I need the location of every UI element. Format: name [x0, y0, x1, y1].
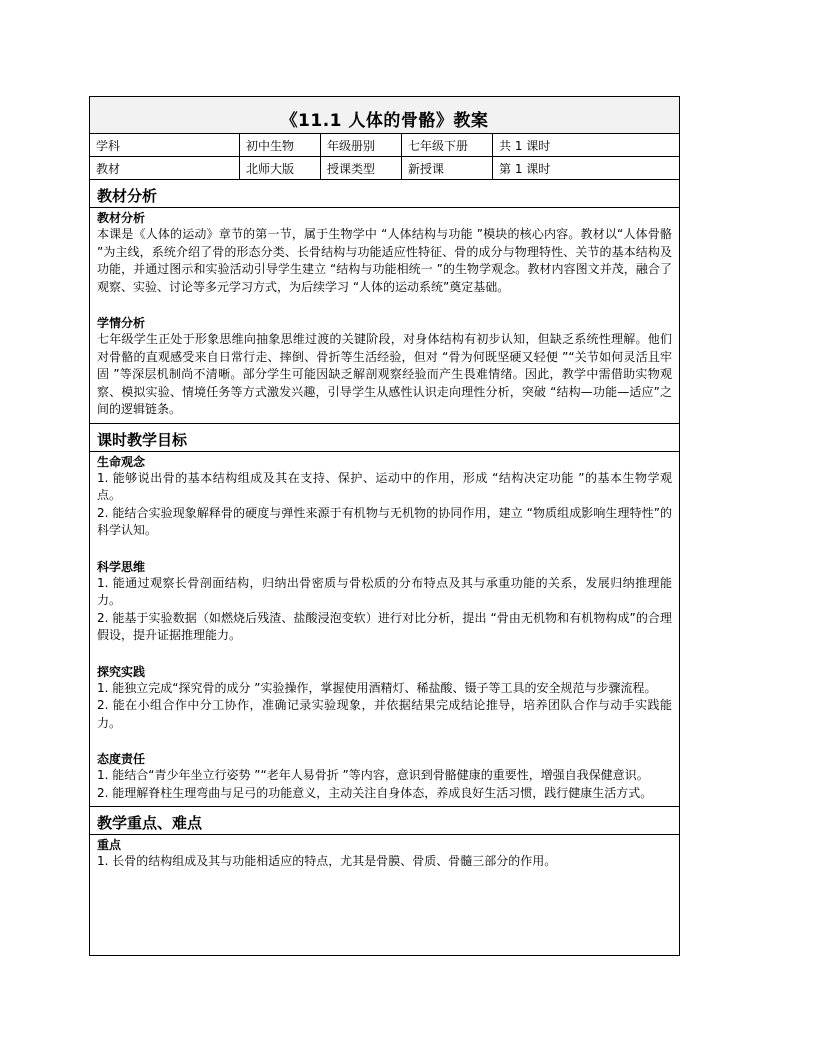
goal-item: 1. 能通过观察长骨剖面结构，归纳出骨密质与骨松质的分布特点及其与承重功能的关系，发展归纳推理能力。	[97, 575, 672, 607]
lesson-type-value: 新授课	[402, 157, 493, 179]
textbook-analysis-label: 教材分析	[97, 211, 146, 225]
title-row	[90, 97, 679, 134]
goal-group-label: 探究实践	[97, 664, 146, 679]
grade-value: 七年级下册	[402, 134, 493, 156]
goal-item: 2. 能在小组合作中分工协作，准确记录实验现象，并依据结果完成结论推导，培养团队合作与动手实践能力。	[97, 698, 672, 730]
goal-group-label: 生命观念	[97, 454, 146, 469]
lesson-type-label: 授课类型	[321, 157, 402, 179]
goal-item: 1. 能独立完成“探究骨的成分 ”实验操作，掌握使用酒精灯、稀盐酸、镊子等工具的安全规范与步骤流程。	[97, 680, 657, 695]
student-analysis-label: 学情分析	[97, 316, 146, 330]
goal-item: 2. 能理解脊柱生理弯曲与足弓的功能意义，主动关注自身体态，养成良好生活习惯，践行健康生活方式。	[97, 785, 653, 800]
textbook-label: 教材	[90, 157, 240, 179]
subject-label: 学科	[90, 134, 240, 156]
goal-item: 2. 能结合实验现象解释骨的硬度与弹性来源于有机物与无机物的协同作用，建立 “物质组成影响生理特性”的科学认知。	[97, 505, 672, 537]
goals-section	[90, 424, 679, 808]
analysis-heading: 教材分析	[90, 180, 679, 208]
goal-item: 2. 能基于实验数据（如燃烧后残渣、盐酸浸泡变软）进行对比分析，提出 “骨由无机物和有机物构成”的合理假设，提升证据推理能力。	[97, 610, 672, 642]
goal-group-label: 科学思维	[97, 559, 146, 574]
goal-item: 1. 能结合“青少年坐立行姿势 ”“老年人易骨折 ”等内容，意识到骨骼健康的重要性，增强自我保健意识。	[97, 768, 649, 782]
info-row-1	[90, 134, 679, 157]
goal-group-label: 态度责任	[97, 752, 146, 766]
goals-heading: 课时教学目标	[90, 424, 679, 452]
lesson-plan-table	[89, 96, 680, 956]
grade-label: 年级册别	[321, 134, 402, 156]
key-points-section	[90, 807, 679, 871]
student-analysis-text: 七年级学生正处于形象思维向抽象思维过渡的关键阶段，对身体结构有初步认知，但缺乏系统性理解。他们对骨骼的直观感受来自日常行走、摔倒、骨折等生活经验，但对 “骨为何既坚硬又轻便 ”“关节如何灵活且牢固 ”等深层机制尚不清晰。部分学生可能因缺乏解剖观察经验而产生畏难情绪。因此，教学中需借助实物观察、模拟实验、情境任务等方式激发兴趣，引导学生从感性认识走向理性分析，突破 “结构—功能—适应”之间的逻辑链条。	[97, 332, 672, 416]
total-periods: 共 1 课时	[499, 138, 551, 153]
key-points-label: 重点	[97, 838, 122, 852]
key-points-heading: 教学重点、难点	[90, 807, 679, 835]
goal-item: 1. 能够说出骨的基本结构组成及其在支持、保护、运动中的作用，形成 “结构决定功能 ”的基本生物学观点。	[97, 470, 672, 502]
textbook-analysis-text: 本课是《人体的运动》章节的第一节，属于生物学中 “人体结构与功能 ”模块的核心内容。教材以“人体骨骼 ”为主线，系统介绍了骨的形态分类、长骨结构与功能适应性特征、骨的成分与物理特性、关节的基本结构及功能，并通过图示和实验活动引导学生建立 “结构与功能相统一 ”的生物学观念。教材内容图文并茂，融合了观察、实验、讨论等多元学习方式，为后续学习 “人体的运动系统”奠定基础。	[97, 227, 672, 294]
analysis-section	[90, 180, 679, 424]
page-title: 《11.1 人体的骨骼》教案	[280, 111, 489, 131]
info-row-2	[90, 157, 679, 180]
key-point-item: 1. 长骨的结构组成及其与功能相适应的特点，尤其是骨膜、骨质、骨髓三部分的作用。	[97, 854, 557, 868]
textbook-value: 北师大版	[240, 157, 321, 179]
current-period: 第 1 课时	[499, 161, 551, 176]
subject-value: 初中生物	[240, 134, 321, 156]
